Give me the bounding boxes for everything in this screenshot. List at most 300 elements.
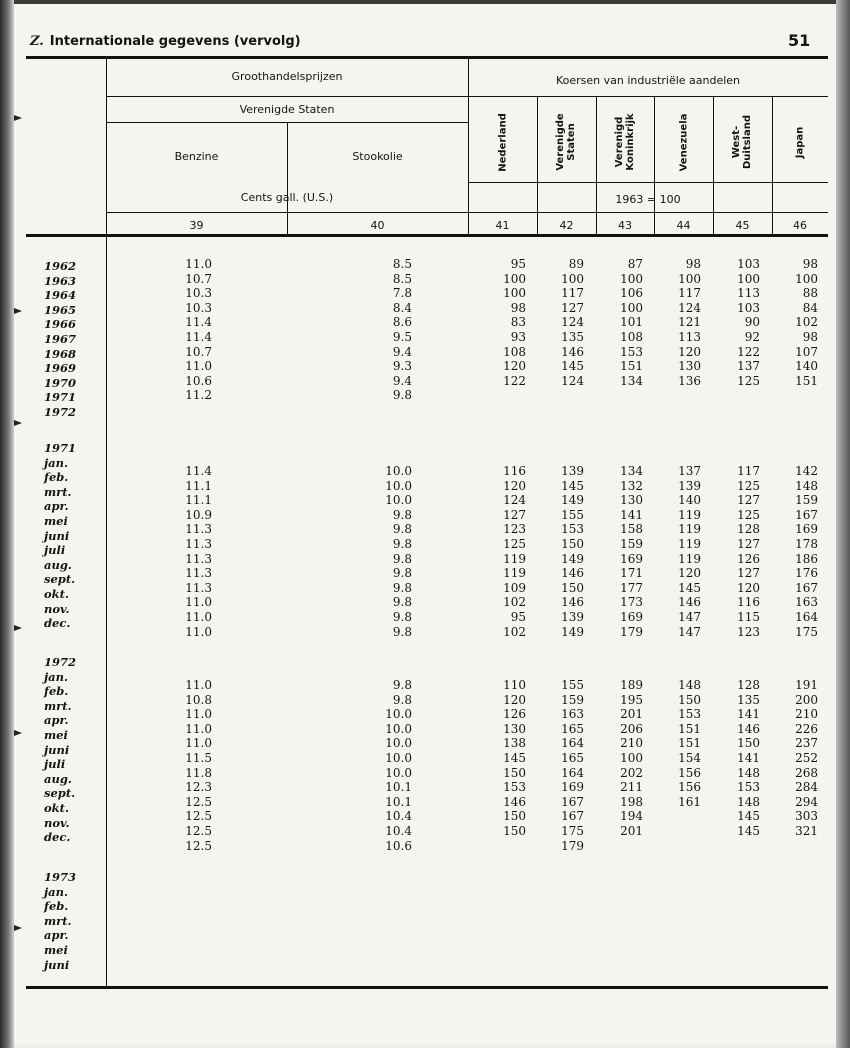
row-label: 1971 bbox=[44, 441, 77, 455]
cell-verenigde-staten: 150 bbox=[561, 580, 584, 595]
cell-verenigd-koninkrijk: 158 bbox=[620, 522, 643, 537]
cell-nederland: 120 bbox=[503, 478, 526, 493]
cell-stookolie: 9.5 bbox=[392, 330, 412, 344]
page-number: 51 bbox=[788, 31, 811, 50]
cell-west-duitsland: 103 bbox=[737, 257, 760, 271]
cell-west-duitsland: 127 bbox=[737, 566, 760, 581]
row-label: apr. bbox=[44, 713, 69, 728]
cell-verenigd-koninkrijk: 108 bbox=[620, 330, 643, 344]
cell-verenigde-staten: 164 bbox=[561, 736, 584, 751]
header-nederland: Nederland bbox=[497, 112, 509, 172]
cell-verenigde-staten: 127 bbox=[561, 300, 584, 315]
cell-verenigde-staten: 165 bbox=[561, 751, 584, 765]
cell-venezuela: 147 bbox=[678, 610, 701, 624]
cell-venezuela: 154 bbox=[678, 751, 701, 765]
col-number: 42 bbox=[559, 219, 574, 232]
cell-benzine: 11.0 bbox=[185, 359, 212, 374]
row-label: 1972 bbox=[44, 655, 77, 669]
cell-japan: 178 bbox=[795, 537, 818, 551]
cell-west-duitsland: 146 bbox=[737, 721, 760, 736]
row-label: 1968 bbox=[44, 346, 77, 361]
cell-venezuela: 98 bbox=[685, 257, 701, 271]
cell-japan: 163 bbox=[795, 595, 818, 610]
cell-west-duitsland: 150 bbox=[737, 736, 760, 751]
cell-west-duitsland: 145 bbox=[737, 809, 760, 824]
cell-nederland: 102 bbox=[503, 595, 526, 610]
cell-venezuela: 113 bbox=[678, 330, 701, 344]
cell-verenigde-staten: 155 bbox=[561, 678, 584, 692]
cell-nederland: 110 bbox=[503, 678, 526, 692]
cell-verenigd-koninkrijk: 101 bbox=[620, 315, 643, 330]
cell-west-duitsland: 128 bbox=[737, 522, 760, 537]
cell-west-duitsland: 123 bbox=[737, 624, 760, 639]
cell-verenigd-koninkrijk: 198 bbox=[620, 794, 643, 809]
cell-stookolie: 9.4 bbox=[392, 344, 412, 359]
cell-nederland: 120 bbox=[503, 692, 526, 707]
cell-stookolie: 9.8 bbox=[392, 678, 412, 692]
cell-japan: 167 bbox=[795, 580, 818, 595]
cell-benzine: 10.7 bbox=[185, 271, 212, 286]
cell-verenigd-koninkrijk: 210 bbox=[620, 736, 643, 751]
header-verenigd-koninkrijk: Verenigd Koninkrijk bbox=[614, 113, 636, 171]
cell-japan: 191 bbox=[795, 678, 818, 692]
header-verenigde-staten-col: Verenigde Staten bbox=[555, 113, 577, 171]
cell-nederland: 100 bbox=[503, 271, 526, 286]
row-label: mrt. bbox=[44, 484, 72, 499]
row-label: mei bbox=[44, 514, 68, 528]
cell-venezuela: 100 bbox=[678, 271, 701, 286]
cell-venezuela: 119 bbox=[678, 522, 701, 537]
row-label: jan. bbox=[44, 669, 68, 684]
cell-japan: 84 bbox=[802, 300, 818, 315]
header-rule bbox=[106, 212, 828, 213]
cell-verenigd-koninkrijk: 206 bbox=[620, 721, 643, 736]
row-label: 1964 bbox=[44, 288, 77, 303]
row-label: dec. bbox=[44, 830, 71, 845]
cell-benzine: 11.4 bbox=[185, 330, 212, 344]
cell-benzine: 11.0 bbox=[185, 707, 212, 722]
cell-benzine: 11.0 bbox=[185, 610, 212, 624]
row-label: 1973 bbox=[44, 870, 77, 884]
cell-verenigde-staten: 169 bbox=[561, 780, 584, 795]
cell-benzine: 10.3 bbox=[185, 286, 212, 301]
row-label: dec. bbox=[44, 616, 71, 631]
cell-west-duitsland: 126 bbox=[737, 551, 760, 566]
page-edge-right bbox=[836, 0, 850, 1048]
cell-venezuela: 117 bbox=[678, 286, 701, 301]
chapter-letter: Z. bbox=[30, 34, 44, 49]
cell-benzine: 12.5 bbox=[185, 838, 212, 853]
cell-stookolie: 8.6 bbox=[392, 315, 412, 330]
cell-verenigde-staten: 153 bbox=[561, 522, 584, 537]
row-label: jan. bbox=[44, 884, 68, 899]
cell-west-duitsland: 128 bbox=[737, 678, 760, 692]
cell-west-duitsland: 116 bbox=[737, 595, 760, 610]
cell-nederland: 138 bbox=[503, 736, 526, 751]
cell-verenigde-staten: 145 bbox=[561, 478, 584, 493]
cell-nederland: 119 bbox=[503, 551, 526, 566]
row-label: mrt. bbox=[44, 913, 72, 928]
cell-nederland: 95 bbox=[510, 610, 526, 624]
row-label: 1971 bbox=[44, 390, 77, 405]
cell-benzine: 10.6 bbox=[185, 373, 212, 388]
cell-stookolie: 10.0 bbox=[385, 478, 412, 493]
cell-venezuela: 124 bbox=[678, 300, 701, 315]
cell-nederland: 116 bbox=[503, 464, 526, 478]
cell-japan: 268 bbox=[795, 765, 818, 780]
row-label: sept. bbox=[44, 786, 76, 801]
cell-benzine: 11.0 bbox=[185, 678, 212, 692]
cell-nederland: 150 bbox=[503, 809, 526, 824]
cell-nederland: 98 bbox=[510, 300, 526, 315]
cell-west-duitsland: 100 bbox=[737, 271, 760, 286]
cell-benzine: 11.0 bbox=[185, 736, 212, 751]
row-label: feb. bbox=[44, 470, 69, 485]
cell-benzine: 10.3 bbox=[185, 300, 212, 315]
cell-verenigde-staten: 167 bbox=[561, 809, 584, 824]
cell-verenigd-koninkrijk: 201 bbox=[620, 707, 643, 722]
table-top-rule bbox=[26, 56, 828, 59]
row-label: 1970 bbox=[44, 375, 77, 390]
cell-verenigde-staten: 139 bbox=[561, 464, 584, 478]
cell-west-duitsland: 141 bbox=[737, 707, 760, 722]
cell-stookolie: 9.8 bbox=[392, 692, 412, 707]
cell-verenigd-koninkrijk: 159 bbox=[620, 537, 643, 551]
cell-stookolie: 10.4 bbox=[385, 809, 412, 824]
cell-west-duitsland: 92 bbox=[744, 330, 760, 344]
cell-verenigd-koninkrijk: 202 bbox=[620, 765, 643, 780]
row-label: 1963 bbox=[44, 273, 77, 288]
cell-japan: 237 bbox=[795, 736, 818, 751]
cell-nederland: 127 bbox=[503, 507, 526, 522]
cell-west-duitsland: 120 bbox=[737, 580, 760, 595]
cell-verenigde-staten: 175 bbox=[561, 824, 584, 838]
cell-japan: 252 bbox=[795, 751, 818, 765]
header-rule bbox=[106, 96, 468, 97]
cell-benzine: 11.8 bbox=[185, 765, 212, 780]
row-label: aug. bbox=[44, 771, 72, 786]
cell-verenigde-staten: 149 bbox=[561, 551, 584, 566]
cell-verenigde-staten: 149 bbox=[561, 624, 584, 639]
row-label: aug. bbox=[44, 557, 72, 572]
header-west-duitsland: West-Duitsland bbox=[731, 114, 753, 170]
row-label: nov. bbox=[44, 601, 70, 616]
cell-verenigd-koninkrijk: 201 bbox=[620, 824, 643, 838]
cell-stookolie: 10.0 bbox=[385, 493, 412, 508]
header-unit: Cents gall. (U.S.) bbox=[240, 191, 334, 204]
cell-stookolie: 9.8 bbox=[392, 388, 412, 403]
cell-nederland: 120 bbox=[503, 359, 526, 374]
cell-japan: 176 bbox=[795, 566, 818, 581]
cell-verenigde-staten: 124 bbox=[561, 373, 584, 388]
cell-venezuela: 161 bbox=[678, 794, 701, 809]
cell-stookolie: 8.4 bbox=[392, 300, 412, 315]
row-label: mrt. bbox=[44, 698, 72, 713]
row-label: apr. bbox=[44, 499, 69, 514]
cell-verenigd-koninkrijk: 130 bbox=[620, 493, 643, 508]
cell-verenigde-staten: 149 bbox=[561, 493, 584, 508]
cell-japan: 164 bbox=[795, 610, 818, 624]
cell-venezuela: 136 bbox=[678, 373, 701, 388]
cell-japan: 294 bbox=[795, 794, 818, 809]
cell-west-duitsland: 122 bbox=[737, 344, 760, 359]
cell-verenigd-koninkrijk: 179 bbox=[620, 624, 643, 639]
cell-verenigde-staten: 100 bbox=[561, 271, 584, 286]
row-label: 1965 bbox=[44, 302, 77, 317]
cell-japan: 167 bbox=[795, 507, 818, 522]
cell-stookolie: 10.0 bbox=[385, 765, 412, 780]
cell-venezuela: 121 bbox=[678, 315, 701, 330]
cell-verenigd-koninkrijk: 141 bbox=[620, 507, 643, 522]
cell-japan: 210 bbox=[795, 707, 818, 722]
header-koersen: Koersen van industriële aandelen bbox=[555, 74, 741, 87]
cell-verenigde-staten: 146 bbox=[561, 595, 584, 610]
cell-japan: 142 bbox=[795, 464, 818, 478]
cell-verenigd-koninkrijk: 173 bbox=[620, 595, 643, 610]
cell-venezuela: 156 bbox=[678, 780, 701, 795]
cell-stookolie: 9.8 bbox=[392, 580, 412, 595]
cell-stookolie: 9.8 bbox=[392, 624, 412, 639]
cell-benzine: 11.4 bbox=[185, 464, 212, 478]
cell-stookolie: 9.8 bbox=[392, 507, 412, 522]
col-number: 46 bbox=[793, 219, 807, 232]
row-label: 1962 bbox=[44, 259, 77, 273]
cell-japan: 186 bbox=[795, 551, 818, 566]
cell-stookolie: 9.8 bbox=[392, 566, 412, 581]
row-label: juni bbox=[44, 742, 70, 757]
cell-venezuela: 119 bbox=[678, 551, 701, 566]
cell-benzine: 12.5 bbox=[185, 824, 212, 838]
cell-verenigd-koninkrijk: 189 bbox=[620, 678, 643, 692]
row-label: mei bbox=[44, 728, 68, 742]
cell-japan: 100 bbox=[795, 271, 818, 286]
row-label: 1972 bbox=[44, 405, 77, 419]
cell-west-duitsland: 103 bbox=[737, 300, 760, 315]
cell-stookolie: 7.8 bbox=[392, 286, 412, 301]
row-label: nov. bbox=[44, 815, 70, 830]
cell-venezuela: 148 bbox=[678, 678, 701, 692]
cell-japan: 98 bbox=[802, 330, 818, 344]
cell-japan: 200 bbox=[795, 692, 818, 707]
cell-verenigde-staten: 89 bbox=[568, 257, 584, 271]
col-number: 43 bbox=[618, 219, 632, 232]
row-label: okt. bbox=[44, 801, 69, 815]
row-label: feb. bbox=[44, 684, 69, 699]
cell-west-duitsland: 113 bbox=[737, 286, 760, 301]
cell-japan: 148 bbox=[795, 478, 818, 493]
col-number: 39 bbox=[189, 219, 204, 232]
col-number: 41 bbox=[495, 219, 510, 232]
cell-japan: 303 bbox=[795, 809, 818, 824]
header-stookolie: Stookolie bbox=[352, 150, 403, 163]
row-label: juli bbox=[44, 757, 66, 772]
cell-stookolie: 10.0 bbox=[385, 707, 412, 722]
cell-stookolie: 10.0 bbox=[385, 721, 412, 736]
cell-nederland: 123 bbox=[503, 522, 526, 537]
cell-stookolie: 9.8 bbox=[392, 551, 412, 566]
row-label: feb. bbox=[44, 899, 69, 914]
cell-benzine: 12.5 bbox=[185, 809, 212, 824]
cell-west-duitsland: 135 bbox=[737, 692, 760, 707]
cell-venezuela: 119 bbox=[678, 507, 701, 522]
cell-stookolie: 10.4 bbox=[385, 824, 412, 838]
cell-nederland: 153 bbox=[503, 780, 526, 795]
cell-west-duitsland: 115 bbox=[737, 610, 760, 624]
cell-nederland: 83 bbox=[510, 315, 526, 330]
header-verenigde-staten: Verenigde Staten bbox=[239, 103, 335, 116]
cell-nederland: 126 bbox=[503, 707, 526, 722]
cell-verenigd-koninkrijk: 153 bbox=[620, 344, 643, 359]
cell-benzine: 12.3 bbox=[185, 780, 212, 795]
cell-verenigd-koninkrijk: 151 bbox=[620, 359, 643, 374]
cell-nederland: 145 bbox=[503, 751, 526, 765]
cell-verenigde-staten: 159 bbox=[561, 692, 584, 707]
cell-verenigd-koninkrijk: 177 bbox=[620, 580, 643, 595]
cell-japan: 321 bbox=[795, 824, 818, 838]
row-label: okt. bbox=[44, 587, 69, 601]
col-number: 40 bbox=[370, 219, 385, 232]
cell-benzine: 11.3 bbox=[185, 537, 212, 551]
cell-japan: 98 bbox=[802, 257, 818, 271]
cell-nederland: 119 bbox=[503, 566, 526, 581]
cell-verenigd-koninkrijk: 211 bbox=[620, 780, 643, 795]
cell-venezuela: 120 bbox=[678, 566, 701, 581]
cell-verenigde-staten: 163 bbox=[561, 707, 584, 722]
cell-stookolie: 8.5 bbox=[392, 257, 412, 271]
cell-japan: 159 bbox=[795, 493, 818, 508]
header-base-year: 1963 = 100 bbox=[615, 193, 681, 206]
header-venezuela: Venezuela bbox=[678, 113, 690, 171]
cell-west-duitsland: 148 bbox=[737, 794, 760, 809]
cell-verenigd-koninkrijk: 132 bbox=[620, 478, 643, 493]
row-label: 1969 bbox=[44, 361, 77, 376]
cell-verenigd-koninkrijk: 194 bbox=[620, 809, 643, 824]
cell-benzine: 11.1 bbox=[185, 478, 212, 493]
cell-west-duitsland: 153 bbox=[737, 780, 760, 795]
cell-benzine: 10.8 bbox=[185, 692, 212, 707]
cell-stookolie: 10.1 bbox=[385, 794, 412, 809]
cell-verenigde-staten: 165 bbox=[561, 721, 584, 736]
cell-verenigde-staten: 146 bbox=[561, 344, 584, 359]
cell-nederland: 93 bbox=[510, 330, 526, 344]
cell-nederland: 125 bbox=[503, 537, 526, 551]
cell-japan: 140 bbox=[795, 359, 818, 374]
cell-verenigde-staten: 164 bbox=[561, 765, 584, 780]
cell-benzine: 11.1 bbox=[185, 493, 212, 508]
cell-japan: 107 bbox=[795, 344, 818, 359]
cell-benzine: 11.0 bbox=[185, 595, 212, 610]
cell-verenigd-koninkrijk: 100 bbox=[620, 751, 643, 765]
cell-benzine: 11.3 bbox=[185, 522, 212, 537]
cell-venezuela: 140 bbox=[678, 493, 701, 508]
cell-nederland: 130 bbox=[503, 721, 526, 736]
cell-verenigde-staten: 135 bbox=[561, 330, 584, 344]
cell-benzine: 11.4 bbox=[185, 315, 212, 330]
cell-benzine: 11.3 bbox=[185, 566, 212, 581]
cell-nederland: 108 bbox=[503, 344, 526, 359]
row-label: juni bbox=[44, 528, 70, 543]
cell-venezuela: 146 bbox=[678, 595, 701, 610]
cell-venezuela: 119 bbox=[678, 537, 701, 551]
cell-verenigde-staten: 124 bbox=[561, 315, 584, 330]
cell-venezuela: 120 bbox=[678, 344, 701, 359]
cell-japan: 226 bbox=[795, 721, 818, 736]
cell-benzine: 11.3 bbox=[185, 580, 212, 595]
cell-verenigde-staten: 146 bbox=[561, 566, 584, 581]
row-label: 1967 bbox=[44, 332, 77, 346]
cell-verenigde-staten: 179 bbox=[561, 838, 584, 853]
cell-venezuela: 153 bbox=[678, 707, 701, 722]
cell-venezuela: 151 bbox=[678, 721, 701, 736]
cell-benzine: 11.0 bbox=[185, 721, 212, 736]
cell-west-duitsland: 148 bbox=[737, 765, 760, 780]
header-bottom-rule bbox=[26, 234, 828, 237]
cell-west-duitsland: 125 bbox=[737, 507, 760, 522]
cell-nederland: 146 bbox=[503, 794, 526, 809]
cell-nederland: 122 bbox=[503, 373, 526, 388]
cell-verenigd-koninkrijk: 100 bbox=[620, 271, 643, 286]
cell-nederland: 109 bbox=[503, 580, 526, 595]
cell-benzine: 10.7 bbox=[185, 344, 212, 359]
cell-nederland: 150 bbox=[503, 765, 526, 780]
cell-venezuela: 137 bbox=[678, 464, 701, 478]
cell-venezuela: 151 bbox=[678, 736, 701, 751]
row-label: mei bbox=[44, 943, 68, 957]
running-header bbox=[30, 34, 301, 49]
cell-stookolie: 9.8 bbox=[392, 595, 412, 610]
cell-japan: 151 bbox=[795, 373, 818, 388]
cell-japan: 284 bbox=[795, 780, 818, 795]
table-bottom-rule bbox=[26, 986, 828, 989]
cell-stookolie: 9.8 bbox=[392, 522, 412, 537]
cell-west-duitsland: 145 bbox=[737, 824, 760, 838]
cell-west-duitsland: 90 bbox=[744, 315, 760, 330]
cell-venezuela: 156 bbox=[678, 765, 701, 780]
cell-verenigd-koninkrijk: 171 bbox=[620, 566, 643, 581]
header-groothandelsprijzen: Groothandelsprijzen bbox=[231, 70, 343, 83]
cell-nederland: 124 bbox=[503, 493, 526, 508]
cell-verenigd-koninkrijk: 106 bbox=[620, 286, 643, 301]
cell-west-duitsland: 141 bbox=[737, 751, 760, 765]
cell-benzine: 11.3 bbox=[185, 551, 212, 566]
row-label: apr. bbox=[44, 928, 69, 943]
cell-west-duitsland: 117 bbox=[737, 464, 760, 478]
running-header-title: Internationale gegevens (vervolg) bbox=[49, 34, 301, 49]
cell-verenigde-staten: 117 bbox=[561, 286, 584, 301]
cell-west-duitsland: 127 bbox=[737, 537, 760, 551]
cell-west-duitsland: 125 bbox=[737, 478, 760, 493]
cell-stookolie: 10.1 bbox=[385, 780, 412, 795]
cell-verenigd-koninkrijk: 134 bbox=[620, 373, 643, 388]
cell-stookolie: 9.4 bbox=[392, 373, 412, 388]
cell-benzine: 11.2 bbox=[185, 388, 212, 403]
cell-verenigde-staten: 167 bbox=[561, 794, 584, 809]
cell-venezuela: 147 bbox=[678, 624, 701, 639]
cell-venezuela: 145 bbox=[678, 580, 701, 595]
cell-verenigd-koninkrijk: 100 bbox=[620, 300, 643, 315]
cell-venezuela: 150 bbox=[678, 692, 701, 707]
cell-verenigde-staten: 155 bbox=[561, 507, 584, 522]
row-label: jan. bbox=[44, 455, 68, 470]
cell-west-duitsland: 127 bbox=[737, 493, 760, 508]
cell-stookolie: 10.0 bbox=[385, 736, 412, 751]
cell-venezuela: 139 bbox=[678, 478, 701, 493]
cell-verenigde-staten: 150 bbox=[561, 537, 584, 551]
cell-benzine: 11.0 bbox=[185, 624, 212, 639]
row-label: 1966 bbox=[44, 317, 77, 332]
cell-stookolie: 9.8 bbox=[392, 610, 412, 624]
cell-benzine: 11.0 bbox=[185, 257, 212, 271]
